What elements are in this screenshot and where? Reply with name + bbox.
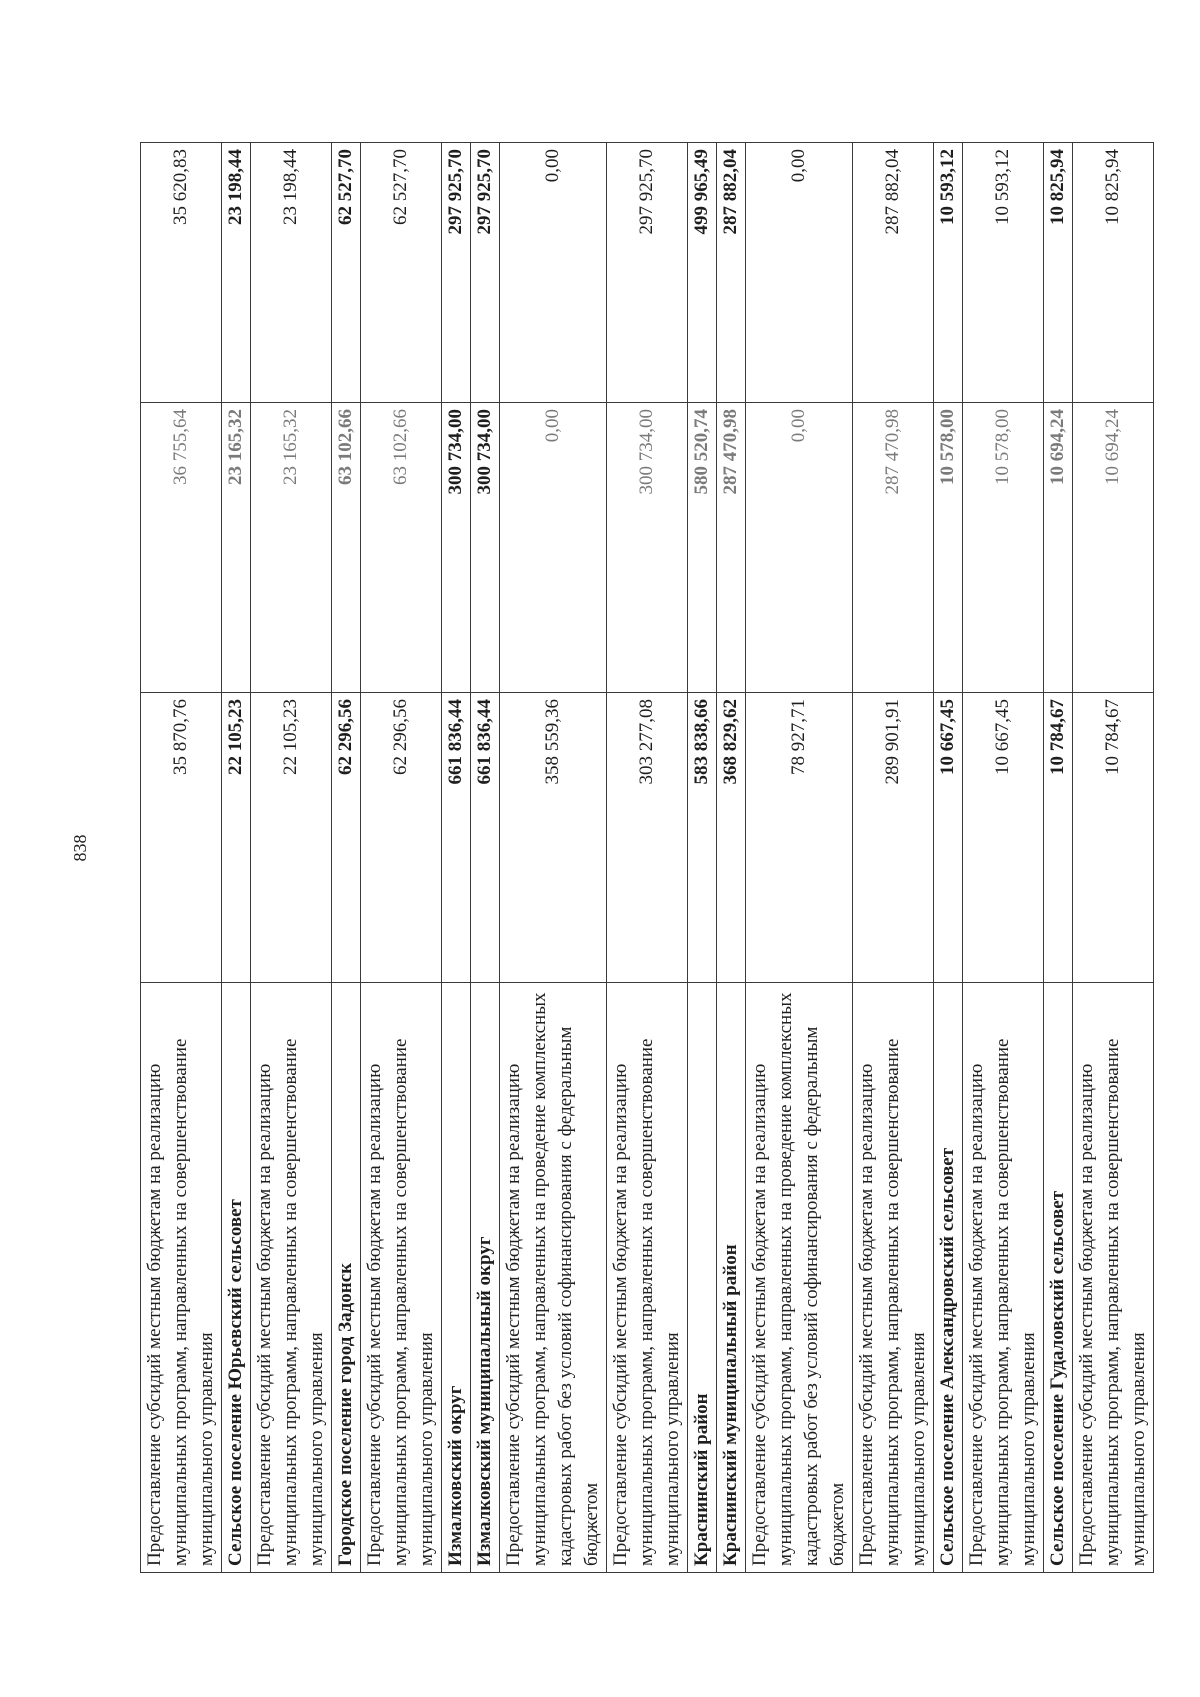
row-name: Городское поселение город Задонск [332, 983, 361, 1573]
row-value-3: 10 593,12 [934, 143, 963, 403]
row-name: Предоставление субсидий местным бюджетам на реализацию муниципальных программ, направленных на совершенствование муниципального управления [361, 983, 442, 1573]
row-value-3: 10 825,94 [1044, 143, 1073, 403]
budget-table [140, 142, 1154, 1573]
row-value-3: 62 527,70 [332, 143, 361, 403]
row-value-2: 23 165,32 [222, 403, 251, 693]
row-name: Предоставление субсидий местным бюджетам на реализацию муниципальных программ, направленных на совершенствование муниципального управления [607, 983, 688, 1573]
row-value-1: 35 870,76 [141, 693, 222, 983]
row-value-3: 499 965,49 [688, 143, 717, 403]
row-value-1: 368 829,62 [717, 693, 746, 983]
row-name: Измалковский округ [442, 983, 471, 1573]
row-value-3: 0,00 [500, 143, 607, 403]
row-value-1: 22 105,23 [222, 693, 251, 983]
row-value-3: 297 925,70 [471, 143, 500, 403]
row-value-1: 289 901,91 [853, 693, 934, 983]
row-value-1: 78 927,71 [746, 693, 853, 983]
table-row [222, 143, 251, 1573]
row-value-2: 10 694,24 [1073, 403, 1154, 693]
row-value-3: 10 825,94 [1073, 143, 1154, 403]
row-name: Сельское поселение Александровский сельсовет [934, 983, 963, 1573]
row-value-3: 297 925,70 [607, 143, 688, 403]
row-value-1: 10 667,45 [963, 693, 1044, 983]
row-value-2: 300 734,00 [442, 403, 471, 693]
rotated-table-wrapper [140, 143, 1149, 1573]
table-row [500, 143, 607, 1573]
row-name: Измалковский муниципальный округ [471, 983, 500, 1573]
row-value-2: 63 102,66 [361, 403, 442, 693]
page-number: 838 [70, 834, 90, 862]
row-value-2: 580 520,74 [688, 403, 717, 693]
row-value-2: 10 578,00 [963, 403, 1044, 693]
row-name: Краснинский район [688, 983, 717, 1573]
row-value-2: 23 165,32 [251, 403, 332, 693]
table-row [141, 143, 222, 1573]
row-value-3: 0,00 [746, 143, 853, 403]
row-value-2: 10 694,24 [1044, 403, 1073, 693]
table-row [1073, 143, 1154, 1573]
row-value-3: 10 593,12 [963, 143, 1044, 403]
row-value-3: 23 198,44 [222, 143, 251, 403]
row-value-2: 300 734,00 [471, 403, 500, 693]
row-value-2: 36 755,64 [141, 403, 222, 693]
table-row [934, 143, 963, 1573]
table-row [717, 143, 746, 1573]
table-row [442, 143, 471, 1573]
row-value-2: 0,00 [746, 403, 853, 693]
row-value-1: 62 296,56 [332, 693, 361, 983]
row-value-2: 300 734,00 [607, 403, 688, 693]
row-value-1: 10 784,67 [1044, 693, 1073, 983]
row-name: Краснинский муниципальный район [717, 983, 746, 1573]
row-value-2: 287 470,98 [717, 403, 746, 693]
row-value-1: 10 784,67 [1073, 693, 1154, 983]
table-row [746, 143, 853, 1573]
row-value-1: 661 836,44 [471, 693, 500, 983]
row-name: Предоставление субсидий местным бюджетам на реализацию муниципальных программ, направленных на проведение комплексных кадастровых работ без условий софинансирования с федеральным бюджетом [746, 983, 853, 1573]
table-row [853, 143, 934, 1573]
row-name: Предоставление субсидий местным бюджетам на реализацию муниципальных программ, направленных на совершенствование муниципального управления [251, 983, 332, 1573]
table-row [607, 143, 688, 1573]
row-value-1: 303 277,08 [607, 693, 688, 983]
row-value-1: 583 838,66 [688, 693, 717, 983]
row-value-3: 23 198,44 [251, 143, 332, 403]
row-value-1: 661 836,44 [442, 693, 471, 983]
row-value-3: 297 925,70 [442, 143, 471, 403]
table-row [361, 143, 442, 1573]
table-row [963, 143, 1044, 1573]
table-row [251, 143, 332, 1573]
row-name: Предоставление субсидий местным бюджетам на реализацию муниципальных программ, направленных на совершенствование муниципального управления [141, 983, 222, 1573]
row-name: Предоставление субсидий местным бюджетам на реализацию муниципальных программ, направленных на совершенствование муниципального управления [853, 983, 934, 1573]
row-value-1: 62 296,56 [361, 693, 442, 983]
row-name: Предоставление субсидий местным бюджетам на реализацию муниципальных программ, направленных на совершенствование муниципального управления [963, 983, 1044, 1573]
row-value-3: 287 882,04 [717, 143, 746, 403]
row-value-2: 287 470,98 [853, 403, 934, 693]
row-value-2: 10 578,00 [934, 403, 963, 693]
row-name: Сельское поселение Гудаловский сельсовет [1044, 983, 1073, 1573]
row-value-2: 0,00 [500, 403, 607, 693]
row-value-3: 62 527,70 [361, 143, 442, 403]
row-value-1: 10 667,45 [934, 693, 963, 983]
row-value-2: 63 102,66 [332, 403, 361, 693]
row-value-1: 358 559,36 [500, 693, 607, 983]
row-name: Сельское поселение Юрьевский сельсовет [222, 983, 251, 1573]
table-row [688, 143, 717, 1573]
row-name: Предоставление субсидий местным бюджетам на реализацию муниципальных программ, направленных на проведение комплексных кадастровых работ без условий софинансирования с федеральным бюджетом [500, 983, 607, 1573]
row-value-3: 35 620,83 [141, 143, 222, 403]
table-row [1044, 143, 1073, 1573]
row-value-1: 22 105,23 [251, 693, 332, 983]
table-row [471, 143, 500, 1573]
row-name: Предоставление субсидий местным бюджетам на реализацию муниципальных программ, направленных на совершенствование муниципального управления [1073, 983, 1154, 1573]
row-value-3: 287 882,04 [853, 143, 934, 403]
table-row [332, 143, 361, 1573]
